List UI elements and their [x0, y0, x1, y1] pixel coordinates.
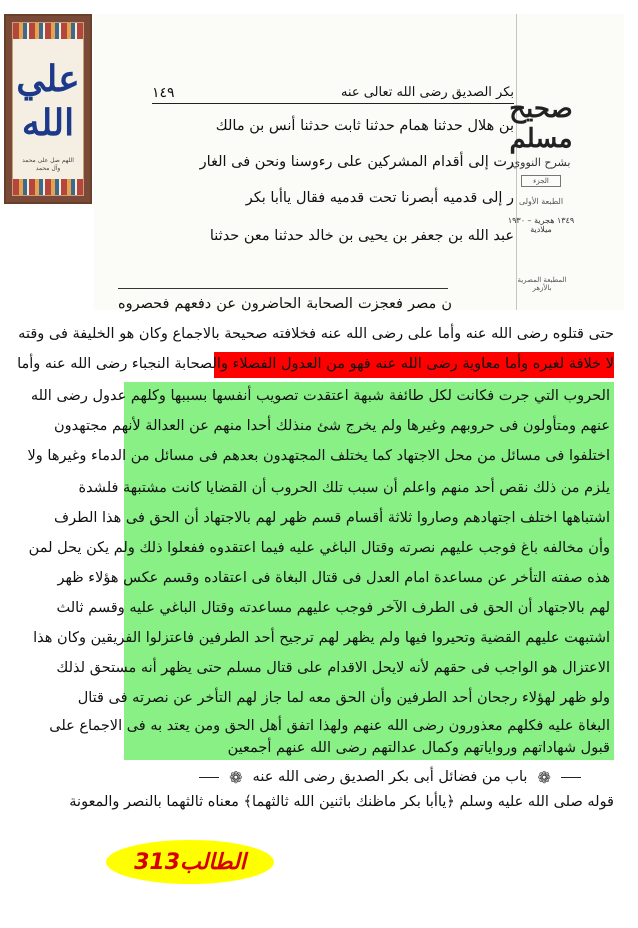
ornament-right-icon: ❁ — [537, 767, 551, 787]
body-line-14: ولو ظهر لهؤلاء رجحان أحد الطرفين وأن الحق معه لما جاز لهم التأخر عن نصرته فى قتال — [77, 690, 610, 706]
body-line-7: يلزم من ذلك نقص أحد منهم واعلم أن سبب تلك الحروب أن القضايا كانت مشتبهة فلشدة — [78, 480, 610, 496]
scanned-book-page — [94, 14, 624, 310]
scan-line-3: ر إلى قدميه أبصرنا تحت قدميه فقال ياأبا بكر — [245, 190, 514, 206]
calligraphy-small-text: اللهم صل على محمد وآل محمد — [22, 157, 74, 172]
body-line-1: ن مصر فعجزت الصحابة الحاضرون عن دفعهم فحصروه — [118, 296, 452, 312]
footer-line: قوله صلى الله عليه وسلم ﴿ياأبا بكر ماظنك باثنين الله ثالثهما﴾ معناه ثالثهما بالنصر والمعونة — [69, 794, 614, 810]
cover-title: صحيح مسلم — [509, 94, 573, 154]
cover-label-box: الجزء — [521, 175, 561, 187]
chapter-heading-text: باب من فضائل أبى بكر الصديق رضى الله عنه — [252, 769, 528, 785]
calligraphy-panel — [12, 22, 84, 196]
body-line-9: وأن مخالفه باغ فوجب عليهم نصرته وقتال الباغي عليه فيما اعتقدوه ففعلوا ذلك ولم يكن يحل لمن — [28, 540, 610, 556]
scan-line-2: رت إلى أقدام المشركين على رءوسنا ونحن فى الغار — [199, 154, 514, 170]
body-line-15: البغاة عليه فكلهم معذورون رضى الله عنهم ولهذا اتفق أهل الحق ومن يعتد به فى الاجماع على — [49, 718, 610, 734]
body-line-16: قبول شهاداتهم ورواياتهم وكمال عدالتهم رضى الله عنهم أجمعين — [227, 740, 610, 756]
calligraphy-image — [4, 14, 92, 204]
floral-border-bottom — [13, 179, 83, 195]
body-line-4: الحروب التي جرت فكانت لكل طائفة شبهة اعتقدت تصويب أنفسها بسببها وكلهم عدول رضى الله — [30, 388, 610, 404]
body-line-3: لا خلافة لغيره وأما معاوية رضى الله عنه فهو من العدول الفضلاء والصحابة النجباء رضى الله عنه وأما — [17, 356, 614, 372]
scan-header-title: بكر الصديق رضى الله تعالى عنه — [340, 85, 514, 100]
body-line-5: عنهم ومتأولون فى حروبهم وغيرها ولم يخرج شئ منذلك أحدا منهم عن العدالة لأنهم مجتهدون — [54, 418, 610, 434]
publisher-mark: المطبعة المصرية بالأزهر — [517, 276, 567, 292]
body-line-13: الاعتزال هو الواجب فى حقهم لأنه لايحل الاقدام على قتال مسلم حتى يظهر أنه مستحق لذلك — [56, 660, 610, 676]
chapter-heading — [170, 764, 610, 790]
body-line-6: اختلفوا فى مسائل من محل الاجتهاد كما يختلف المجتهدون بعدهم فى مسائل من الدماء وغيرها ولا — [27, 448, 610, 464]
scan-page-number: ١٤٩ — [152, 84, 175, 101]
body-line-8: اشتباهها اختلف اجتهادهم وصاروا ثلاثة أقسام قسم ظهر لهم بالاجتهاد أن الحق فى هذا الطرف — [54, 510, 610, 526]
calligraphy-main-text: علي الله — [16, 58, 80, 144]
ornament-left-icon: ❁ — [229, 767, 243, 787]
scan-page-header — [152, 84, 514, 104]
scan-line-4: عبد الله بن جعفر بن يحيى بن خالد حدثنا معن حدثنا — [209, 228, 514, 244]
book-cover — [496, 94, 586, 234]
floral-border-top — [13, 23, 83, 39]
cover-subtitle: بشرح النووي — [511, 156, 571, 169]
body-line-11: لهم بالاجتهاد أن الحق فى الطرف الآخر فوجب عليهم مساعدته وقتال الباغي عليه وقسم ثالث — [56, 600, 610, 616]
body-line-10: هذه صفته التأخر عن مساعدة امام العدل فى قتال البغاة فى اعتقاده وقسم عكس هؤلاء ظهر — [57, 570, 610, 586]
scan-line-1: بن هلال حدثنا همام حدثنا ثابت حدثنا أنس بن مالك — [215, 118, 514, 134]
scan-text-block — [152, 72, 514, 302]
body-line-12: اشتبهت عليهم القضية وتحيروا فيها ولم يظهر لهم ترجيح أحد الطرفين فاعتزلوا الفريقين وكان هذا — [33, 630, 610, 646]
heading-rule-right — [561, 777, 581, 778]
cover-edition: الطبعة الأولى — [518, 197, 564, 206]
student-badge: الطالب313 — [106, 840, 274, 884]
heading-rule-left — [199, 777, 219, 778]
cover-date: ١٣٤٩ هجرية – ١٩٣٠ ميلادية — [507, 216, 575, 234]
scan-separator — [118, 288, 448, 289]
body-line-2: حتى قتلوه رضى الله عنه وأما على رضى الله عنه فخلافته صحيحة بالاجماع وكان هو الخليفة فى وقته — [18, 326, 614, 342]
